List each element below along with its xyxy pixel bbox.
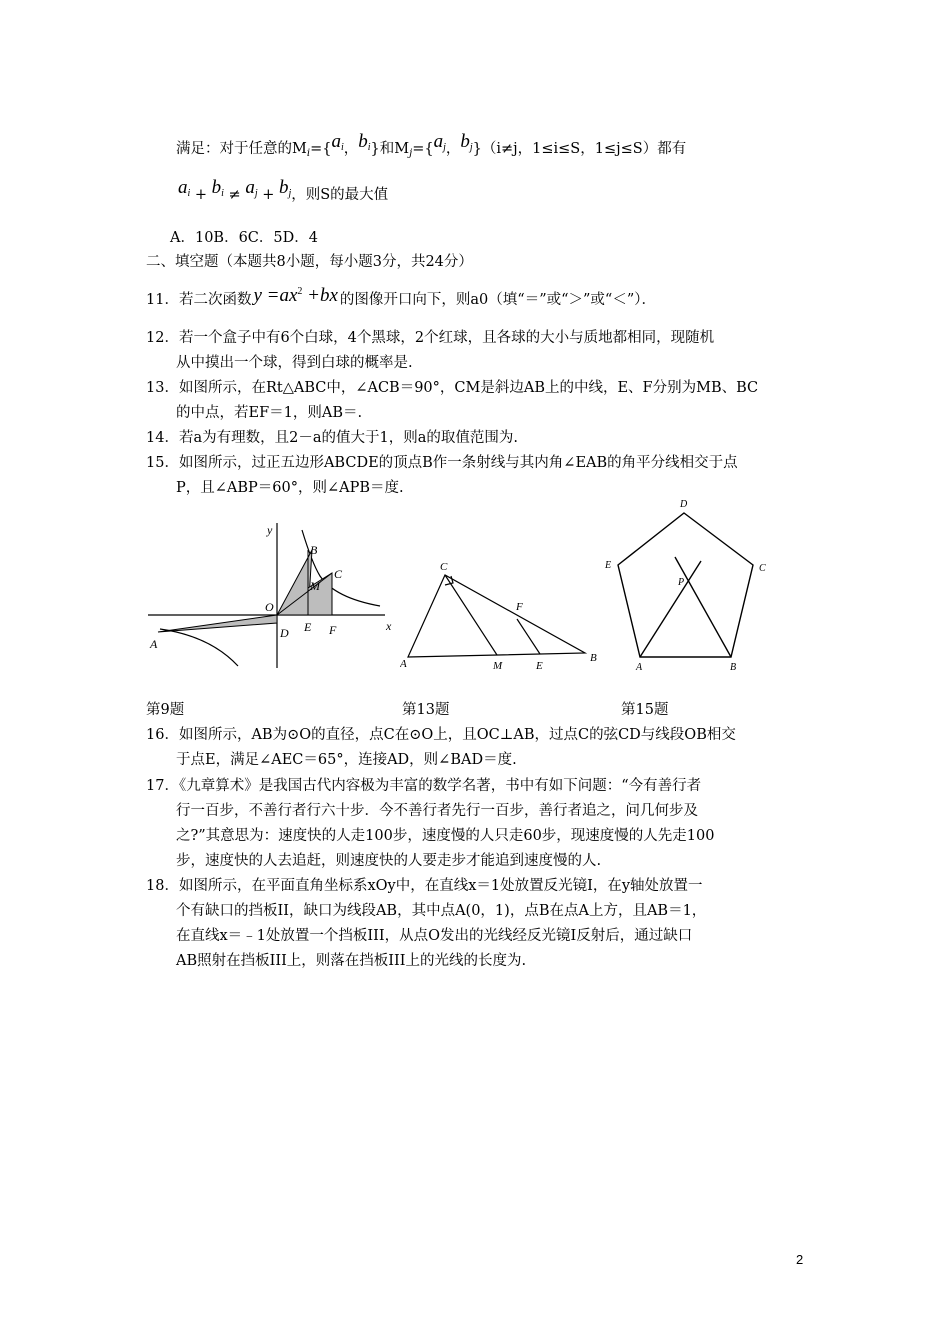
q17-line4: 步，速度快的人去追赶，则速度快的人要走步才能追到速度慢的人.: [176, 853, 602, 869]
fig9-caption: 第9题: [146, 702, 185, 718]
q17-line3: 之?”其意思为：速度快的人走100步，速度慢的人只走60步，现速度慢的人先走100: [176, 828, 715, 844]
q10-line2: $a_i + b_i \ne a_j + b_j$，则S的最大值: [178, 177, 389, 203]
fig13-label-F: F: [516, 601, 523, 613]
fig15-label-B: B: [730, 662, 737, 673]
q18-line3: 在直线x＝﹣1处放置一个挡板III，从点O发出的光线经反光镜I反射后，通过缺口: [176, 928, 693, 944]
fig9-label-M: M: [310, 579, 320, 593]
q16-line1: 16．如图所示，AB为⊙O的直径，点C在⊙O上，且OC⊥AB，过点C的弦CD与线段OB相交: [146, 727, 736, 743]
fig15-caption: 第15题: [621, 702, 669, 718]
fig13-label-A: A: [400, 658, 407, 670]
q17-line2: 行一百步，不善行者行六十步．今不善行者先行一百步，善行者追之，问几何步及: [176, 803, 698, 819]
fig13-triangle-ABC: [408, 575, 585, 657]
fig9-hyperbola-lower: [160, 629, 238, 666]
fig15-ray-BP: [675, 557, 731, 657]
fig9-label-y: y: [267, 523, 273, 537]
fig9-label-F: F: [329, 623, 337, 637]
q12-line2: 从中摸出一个球，得到白球的概率是.: [176, 355, 413, 371]
q15-line1: 15．如图所示，过正五边形ABCDE的顶点B作一条射线与其内角∠EAB的角平分线相交于点: [146, 455, 738, 471]
fig13-label-M: M: [493, 660, 503, 670]
q10-line1: 满足：对于任意的$M_i=\{a_i$，$b_i$}和$M_j=\{a_j$，$b_j\}(i\ne j$，1≤i≤S，1≤j≤S）都有: [176, 131, 687, 159]
q18-line4: AB照射在挡板III上，则落在挡板III上的光线的长度为.: [176, 953, 527, 969]
fig9-label-D: D: [280, 626, 289, 640]
figure-15: [598, 495, 778, 675]
q13-line1: 13．如图所示，在Rt△ABC中，∠ACB＝90°，CM是斜边AB上的中线，E、F分别为MB、BC: [146, 380, 759, 396]
q14: 14．若a为有理数，且2－a的值大于1，则a的取值范围为.: [146, 430, 518, 446]
fig9-label-C: C: [334, 567, 343, 581]
fig13-median-CM: [445, 575, 497, 655]
fig15-label-E: E: [605, 560, 612, 571]
q10-options: A．10B．6C．5D．4: [170, 230, 318, 246]
fig15-label-P: P: [678, 577, 685, 588]
fig9-label-A: A: [150, 637, 158, 651]
fig9-label-B: B: [310, 543, 318, 557]
fig9-shaded-triangle-OBE: [277, 550, 312, 615]
fig13-segment-EF: [517, 619, 540, 654]
fig13-label-E: E: [536, 660, 543, 670]
figure-13: [400, 555, 605, 670]
q11-formula: $y =ax^2 +bx$: [253, 285, 338, 306]
q11: 11．若二次函数 $y =ax^2 +bx$ 的图像开口向下，则a0（填“＝”或“＞”或“＜”）．: [146, 285, 657, 308]
q18-line1: 18．如图所示，在平面直角坐标系xOy中，在直线x＝1处放置反光镜I，在y轴处放置一: [146, 878, 703, 894]
fig13-caption: 第13题: [402, 702, 450, 718]
q18-line2: 个有缺口的挡板II，缺口为线段AB，其中点A(0，1)，点B在点A上方，且AB＝1，: [176, 903, 707, 919]
fig15-label-D: D: [680, 499, 688, 510]
fig9-label-O: O: [265, 600, 274, 614]
q13-line2: 的中点，若EF＝1，则AB＝.: [176, 405, 363, 421]
q16-line2: 于点E，满足∠AEC＝65°，连接AD，则∠BAD＝度.: [176, 752, 517, 768]
fig9-shaded-triangle-A: [158, 615, 277, 632]
fig15-bisector-AP: [640, 561, 701, 657]
section-header: 二、填空题（本题共8小题，每小题3分，共24分）: [146, 254, 473, 270]
fig13-label-B: B: [590, 652, 597, 664]
fig13-label-C: C: [440, 561, 448, 573]
fig15-label-A: A: [636, 662, 643, 673]
q12-line1: 12．若一个盒子中有6个白球，4个黑球，2个红球，且各球的大小与质地都相同，现随机: [146, 330, 715, 346]
fig9-label-E: E: [304, 620, 312, 634]
figure-9: [140, 518, 400, 678]
fig9-label-x: x: [386, 619, 392, 633]
q15-line2: P，且∠ABP＝60°，则∠APB＝度.: [176, 480, 404, 496]
page-number: 2: [796, 1252, 804, 1267]
q17-line1: 17．《九章算术》是我国古代内容极为丰富的数学名著，书中有如下问题：“今有善行者: [146, 778, 702, 794]
fig15-label-C: C: [759, 563, 766, 574]
